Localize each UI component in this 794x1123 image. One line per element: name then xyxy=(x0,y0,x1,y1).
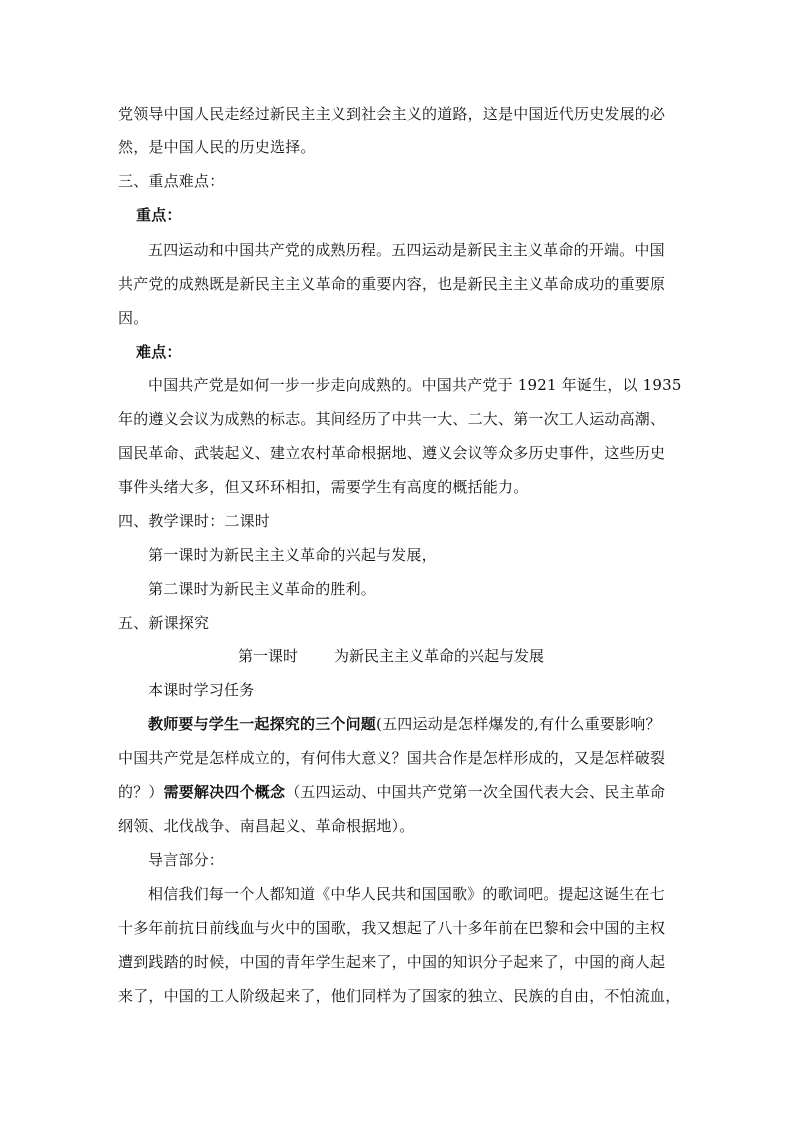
section4-heading: 四、教学课时：二课时 xyxy=(118,512,271,530)
task-line-2: 中国共产党是怎样成立的，有何伟大意义？国共合作是怎样形成的，又是怎样破裂 xyxy=(118,749,666,767)
task-text-3a: 的？） xyxy=(118,783,164,801)
difficulty-line-3: 国民革命、武装起义、建立农村革命根据地、遵义会议等众多历史事件，这些历史 xyxy=(118,444,666,462)
intro-para-line-3: 遭到践踏的时候，中国的青年学生起来了，中国的知识分子起来了，中国的商人起 xyxy=(118,953,666,971)
lesson-title-left: 第一课时 xyxy=(238,647,299,665)
section5-heading: 五、新课探究 xyxy=(118,614,210,632)
lesson-title-right: 为新民主主义革命的兴起与发展 xyxy=(334,647,545,665)
key-line-2: 共产党的成熟既是新民主主义革命的重要内容，也是新民主主义革命成功的重要原 xyxy=(118,275,666,293)
intro-section-label: 导言部分： xyxy=(148,851,225,869)
intro-para-line-4: 来了，中国的工人阶级起来了，他们同样为了国家的独立、民族的自由，不怕流血， xyxy=(118,987,681,1005)
task-text-1: (五四运动是怎样爆发的,有什么重要影响？ xyxy=(376,715,661,733)
lesson-2-line: 第二课时为新民主义革命的胜利。 xyxy=(148,580,377,598)
lesson-title xyxy=(238,645,568,667)
intro-line-1: 党领导中国人民走经过新民主主义到社会主义的道路，这是中国近代历史发展的必 xyxy=(118,105,666,123)
difficulty-line-2: 年的遵义会议为成熟的标志。其间经历了中共一大、二大、第一次工人运动高潮、 xyxy=(118,410,666,428)
key-line-3: 因。 xyxy=(118,309,149,327)
intro-para-line-2: 十多年前抗日前线血与火中的国歌，我又想起了八十多年前在巴黎和会中国的主权 xyxy=(118,919,666,937)
task-text-3b: （五四运动、中国共产党第一次全国代表大会、民主革命 xyxy=(285,783,666,801)
task-label: 本课时学习任务 xyxy=(148,681,255,699)
task-bold-2: 需要解决四个概念 xyxy=(163,783,286,801)
key-line-1: 五四运动和中国共产党的成熟历程。五四运动是新民主主义革命的开端。中国 xyxy=(148,241,665,259)
task-bold-1: 教师要与学生一起探究的三个问题 xyxy=(148,715,377,733)
intro-para-line-1: 相信我们每一个人都知道《中华人民共和国国歌》的歌词吧。提起这诞生在七 xyxy=(148,885,665,903)
lesson-1-line: 第一课时为新民主主义革命的兴起与发展， xyxy=(148,546,437,564)
key-label: 重点： xyxy=(136,206,182,224)
difficulty-line-1: 中国共产党是如何一步一步走向成熟的。中国共产党于 1921 年诞生，以 1935 xyxy=(148,376,682,394)
intro-line-2: 然，是中国人民的历史选择。 xyxy=(118,138,316,156)
section3-heading: 三、重点难点： xyxy=(118,172,225,190)
task-line-3 xyxy=(118,781,678,803)
task-line-4: 纲领、北伐战争、南昌起义、革命根据地）。 xyxy=(118,817,415,835)
difficulty-line-4: 事件头绪大多，但又环环相扣，需要学生有高度的概括能力。 xyxy=(118,478,529,496)
difficulty-label: 难点： xyxy=(136,343,182,361)
task-line-1 xyxy=(148,713,678,735)
